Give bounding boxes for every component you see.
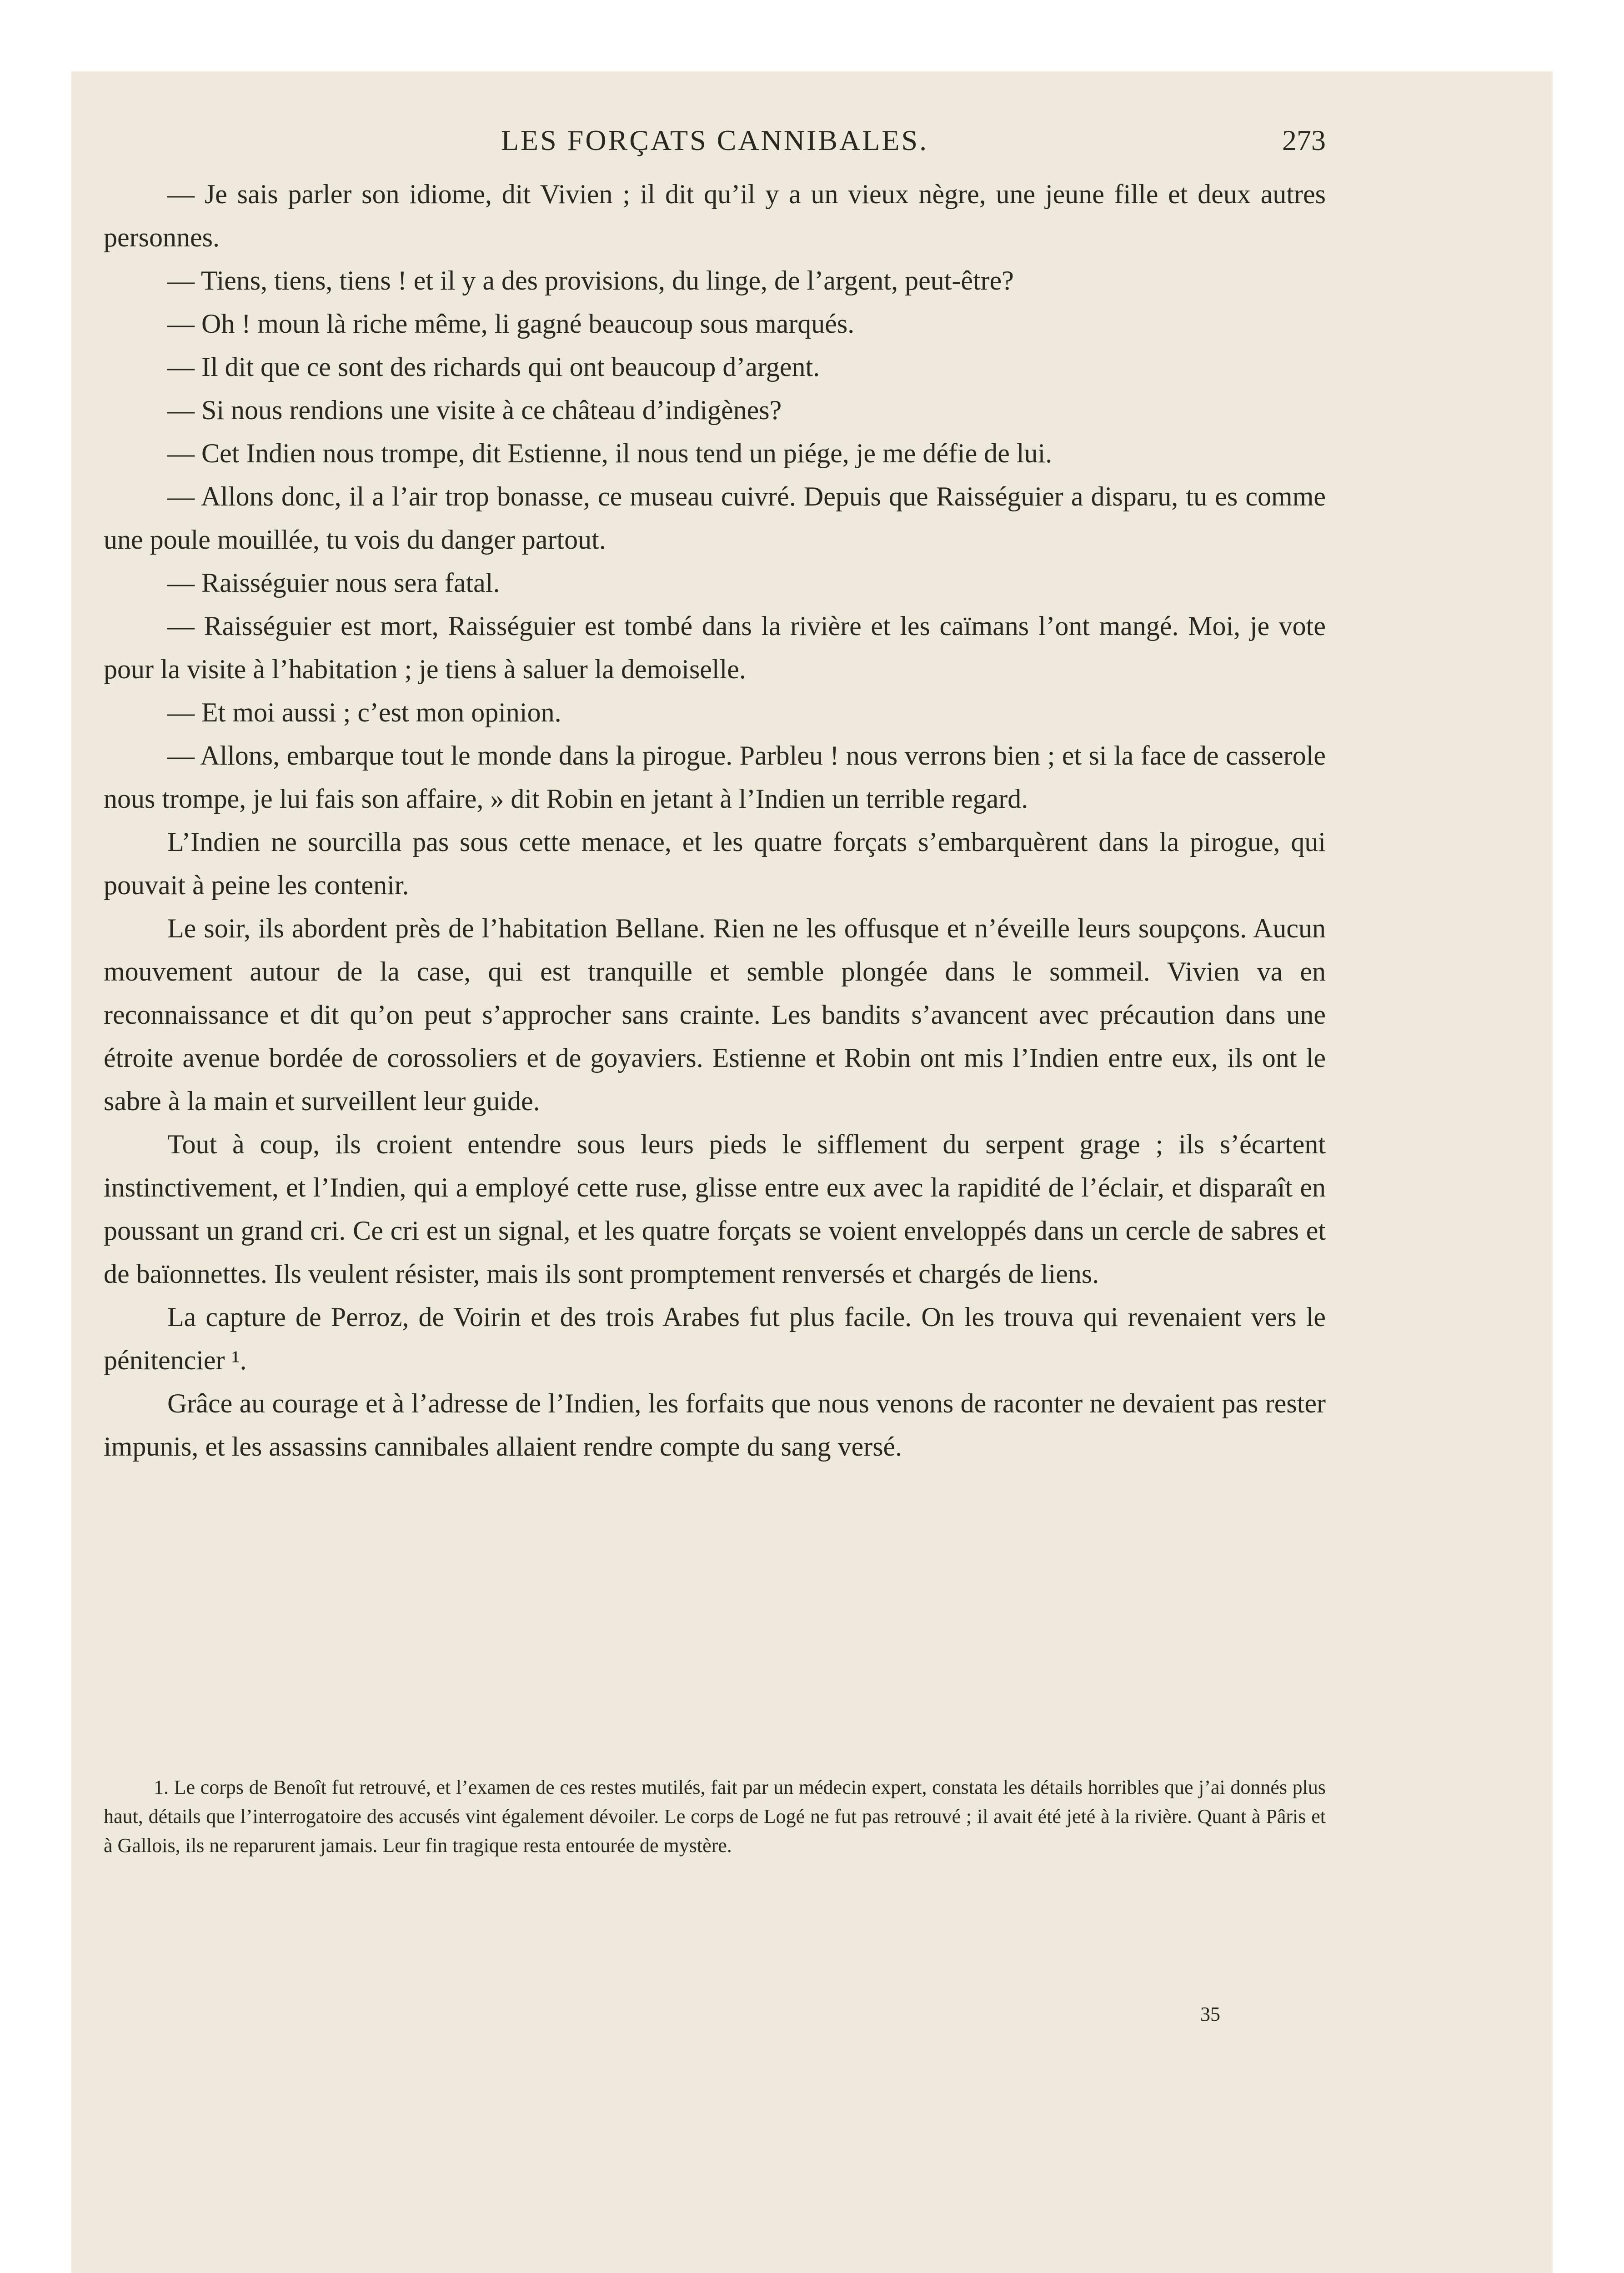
footnote <box>104 1773 1326 1860</box>
paragraph: Le soir, ils abordent près de l’habitation Bellane. Rien ne les offusque et n’éveille leurs soupçons. Aucun mouvement autour de la case, qui est tranquille et semble plongée dans le sommeil. Vivien va en reconnaissance et dit qu’on peut s’approcher sans crainte. Les bandits s’avancent avec précaution dans une étroite avenue bordée de corossoliers et de goyaviers. Estienne et Robin ont mis l’Indien entre eux, ils ont le sabre à la main et surveillent leur guide. <box>104 913 1326 1116</box>
paragraph: La capture de Perroz, de Voirin et des trois Arabes fut plus facile. On les trouva qui revenaient vers le pénitencier ¹. <box>104 1302 1326 1375</box>
paragraph: L’Indien ne sourcilla pas sous cette menace, et les quatre forçats s’embarquèrent dans la pirogue, qui pouvait à peine les contenir. <box>104 827 1326 900</box>
footnote-text: Le corps de Benoît fut retrouvé, et l’examen de ces restes mutilés, fait par un médecin expert, constata les détails horribles que j’ai donnés plus haut, détails que l’interrogatoire des accusés vint également dévoiler. Le corps de Logé ne fut pas retrouvé ; il avait été jeté à la rivière. Quant à Pâris et à Gallois, ils ne reparurent jamais. Leur fin tragique resta entourée de mystère. <box>104 1776 1326 1857</box>
page-number: 273 <box>1282 124 1326 156</box>
paragraph: — Il dit que ce sont des richards qui ont beaucoup d’argent. <box>167 352 820 382</box>
paragraph: — Je sais parler son idiome, dit Vivien ; il dit qu’il y a un vieux nègre, une jeune fille et deux autres personnes. <box>104 179 1326 252</box>
running-title: LES FORÇATS CANNIBALES. <box>501 124 929 156</box>
paragraph: Grâce au courage et à l’adresse de l’Indien, les forfaits que nous venons de raconter ne devaient pas rester impunis, et les assassins cannibales allaient rendre compte du sang versé. <box>104 1388 1326 1462</box>
body-text <box>104 173 1326 1468</box>
paragraph: — Allons, embarque tout le monde dans la pirogue. Parbleu ! nous verrons bien ; et si la face de casserole nous trompe, je lui fais son affaire, » dit Robin en jetant à l’Indien un terrible regard. <box>104 741 1326 814</box>
paragraph: — Allons donc, il a l’air trop bonasse, ce museau cuivré. Depuis que Raisséguier a disparu, tu es comme une poule mouillée, tu vois du danger partout. <box>104 481 1326 555</box>
paragraph: Tout à coup, ils croient entendre sous leurs pieds le sifflement du serpent grage ; ils s’écartent instinctivement, et l’Indien, qui a employé cette ruse, glisse entre eux avec la rapidité de l’éclair, et disparaît en poussant un grand cri. Ce cri est un signal, et les quatre forçats se voient enveloppés dans un cercle de sabres et de baïonnettes. Ils veulent résister, mais ils sont promptement renversés et chargés de liens. <box>104 1129 1326 1289</box>
page-header <box>104 124 1326 174</box>
footnote-marker: 1. <box>154 1776 169 1798</box>
paragraph: — Et moi aussi ; c’est mon opinion. <box>167 697 561 727</box>
paragraph: — Cet Indien nous trompe, dit Estienne, il nous tend un piége, je me défie de lui. <box>167 438 1053 468</box>
paragraph: — Oh ! moun là riche même, li gagné beaucoup sous marqués. <box>167 309 855 339</box>
paragraph: — Si nous rendions une visite à ce château d’indigènes? <box>167 395 782 425</box>
paragraph: — Tiens, tiens, tiens ! et il y a des provisions, du linge, de l’argent, peut-être? <box>167 265 1014 295</box>
paragraph: — Raisséguier nous sera fatal. <box>167 568 500 598</box>
paragraph: — Raisséguier est mort, Raisséguier est tombé dans la rivière et les caïmans l’ont mangé. Moi, je vote pour la visite à l’habitation ; je tiens à saluer la demoiselle. <box>104 611 1326 684</box>
signature-mark: 35 <box>1200 2003 1220 2025</box>
